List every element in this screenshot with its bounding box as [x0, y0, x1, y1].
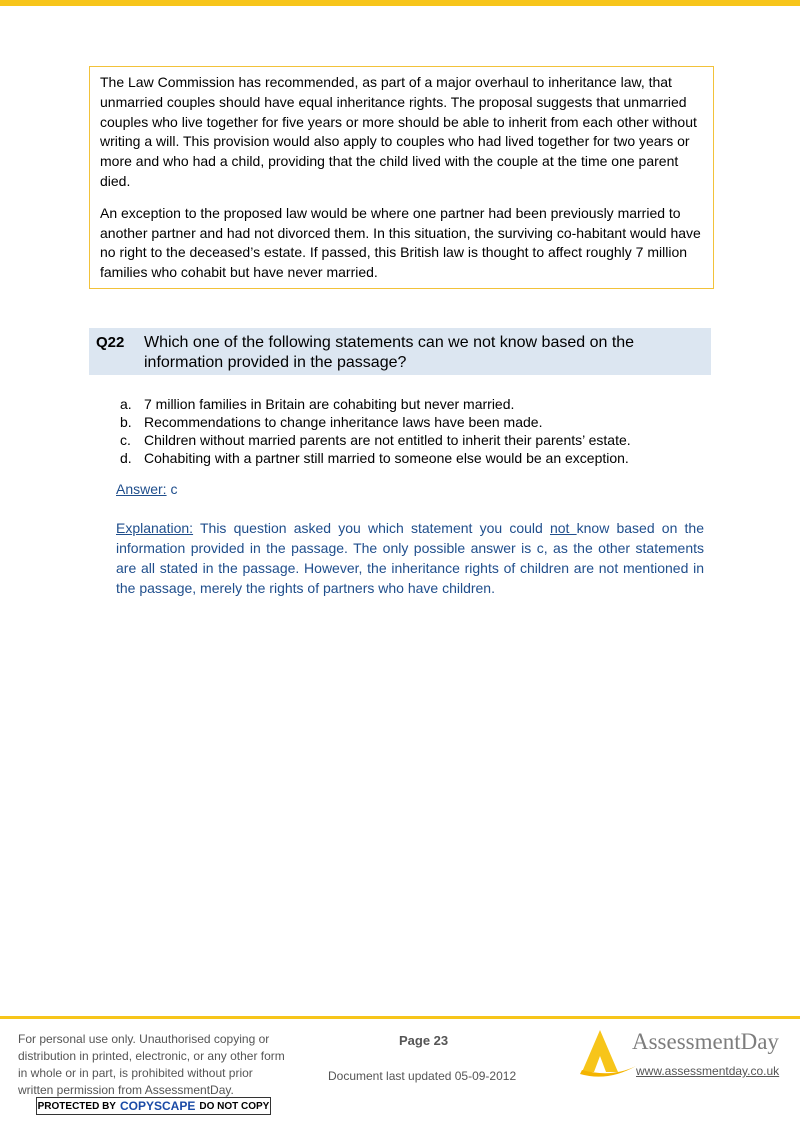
option-text: 7 million families in Britain are cohabiting but never married. [144, 396, 515, 412]
answer-options [120, 395, 631, 467]
option-letter: c. [120, 432, 131, 448]
explanation [116, 518, 704, 598]
page-number: Page 23 [399, 1033, 449, 1048]
footer-accent-rule [0, 1016, 800, 1019]
option-letter: b. [120, 414, 132, 430]
answer-line [116, 481, 177, 497]
explanation-emphasis: not [549, 520, 577, 536]
copyscape-badge[interactable] [36, 1097, 271, 1115]
explanation-text-before: This question asked you which statement you could [193, 520, 550, 536]
option-c [120, 431, 631, 449]
passage-box [89, 66, 714, 289]
option-text: Cohabiting with a partner still married to someone else would be an exception. [144, 450, 629, 466]
brand-name: AssessmentDay [632, 1029, 779, 1054]
option-d [120, 449, 631, 467]
passage-paragraph-2: An exception to the proposed law would be where one partner had been previously married to another partner and had not divorced them. In this situation, the surviving co-habitant would have no right to the deceased’s estate. If passed, this British law is thought to affect roughly 7 million families who cohabit but have never married. [100, 204, 701, 281]
option-letter: d. [120, 450, 132, 466]
option-letter: a. [120, 396, 132, 412]
copyscape-suffix: DO NOT COPY [199, 1100, 270, 1112]
last-updated: Document last updated 05-09-2012 [328, 1069, 517, 1083]
option-a [120, 395, 631, 413]
question-number: Q22 [96, 334, 125, 351]
answer-label: Answer: [116, 481, 167, 497]
option-b [120, 413, 631, 431]
copyscape-prefix: PROTECTED BY [37, 1100, 116, 1112]
question-header [89, 328, 711, 375]
footer-legal-notice: For personal use only. Unauthorised copying or distribution in printed, electronic, or any other form in whole or in part, is prohibited without prior written permission from AssessmentDay. [18, 1032, 285, 1097]
website-link[interactable]: www.assessmentday.co.uk [636, 1064, 780, 1078]
passage-paragraph-1: The Law Commission has recommended, as part of a major overhaul to inheritance law, that unmarried couples should have equal inheritance rights. The proposal suggests that unmarried couples who live together for five years or more should be able to inherit from each other without writing a will. This provision would also apply to couples who had lived together for two years or more and who had a child, providing that the child lived with the couple at the time one parent died. [100, 74, 697, 189]
explanation-label: Explanation: [116, 520, 194, 536]
explanation-text-after: know based on the information provided in the passage. The only possible answer is c, as the other statements are all stated in the passage. However, the inheritance rights of children are not mentioned in the passage, merely the rights of partners who have children. [116, 520, 705, 596]
option-text: Recommendations to change inheritance laws have been made. [144, 414, 543, 430]
question-text: Which one of the following statements can we not know based on the information provided in the passage? [144, 334, 635, 371]
top-accent-rule [0, 0, 800, 6]
option-text: Children without married parents are not entitled to inherit their parents’ estate. [144, 432, 631, 448]
answer-value: c [166, 481, 178, 497]
copyscape-brand: COPYSCAPE [119, 1099, 196, 1113]
